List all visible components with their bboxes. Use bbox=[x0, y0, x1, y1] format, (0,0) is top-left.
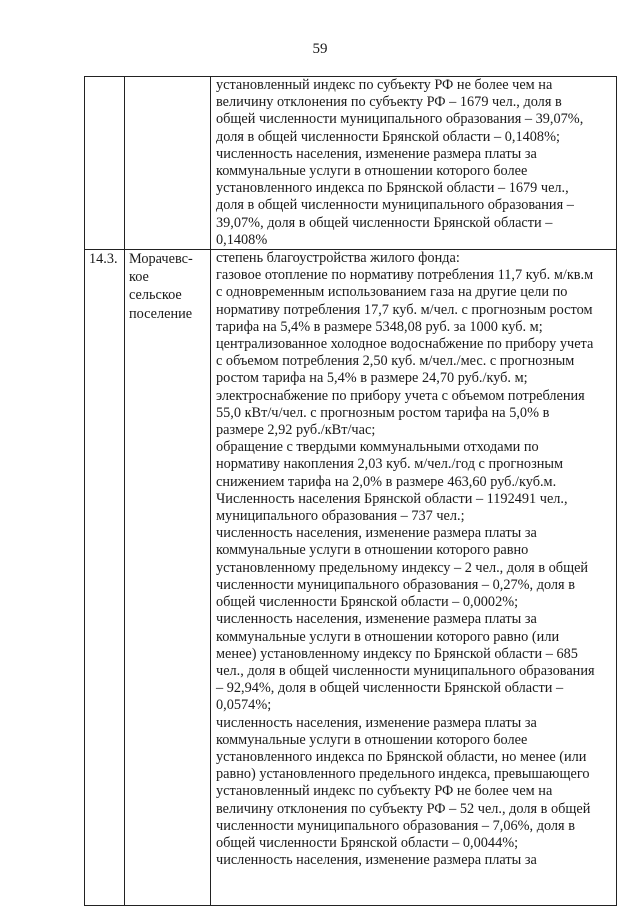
text-line: численности муниципального образования – 7,06%, доля в bbox=[216, 817, 575, 834]
text-line: установленному предельному индексу – 2 чел., доля в общей bbox=[216, 559, 589, 576]
text-line: коммунальные услуги в отношении которого равно (или bbox=[216, 628, 560, 645]
text-line: нормативу потребления 17,7 куб. м/чел. с прогнозным ростом bbox=[216, 301, 593, 318]
text-line: численность населения, изменение размера платы за bbox=[216, 525, 537, 542]
text-line: величину отклонения по субъекту РФ – 52 чел., доля в общей bbox=[216, 800, 591, 817]
text-line: установленный индекс по субъекту РФ не более чем на bbox=[216, 77, 553, 93]
description-cell bbox=[211, 77, 617, 250]
row-number-cell bbox=[85, 77, 125, 250]
text-line: равно) установленного предельного индекса, превышающего bbox=[216, 766, 590, 783]
settlement-name-line: поселение bbox=[129, 305, 193, 322]
text-line: коммунальные услуги в отношении которого более bbox=[216, 163, 528, 180]
row-number-cell bbox=[85, 250, 125, 906]
text-line: общей численности Брянской области – 0,0002%; bbox=[216, 594, 519, 611]
text-line: численность населения, изменение размера платы за bbox=[216, 714, 537, 731]
text-line: величину отклонения по субъекту РФ – 1679 чел., доля в bbox=[216, 94, 562, 111]
text-line: Численность населения Брянской области – 1192491 чел., bbox=[216, 490, 568, 507]
table-row bbox=[85, 250, 617, 906]
text-line: установленного индекса по Брянской области – 1679 чел., bbox=[216, 180, 569, 197]
text-line: доля в общей численности Брянской области – 0,1408%; bbox=[216, 128, 560, 145]
text-line: с объемом потребления 2,50 куб. м/чел./мес. с прогнозным bbox=[216, 353, 575, 370]
settlement-name-cell bbox=[125, 250, 211, 906]
text-line: установленный индекс по субъекту РФ не более чем на bbox=[216, 783, 553, 800]
text-line: степень благоустройства жилого фонда: bbox=[216, 250, 460, 267]
text-line: численность населения, изменение размера платы за bbox=[216, 145, 537, 162]
text-line: численности муниципального образования – 0,27%, доля в bbox=[216, 576, 575, 593]
text-line: обращение с твердыми коммунальными отходами по bbox=[216, 439, 539, 456]
text-line: менее) установленному индексу по Брянской области – 685 bbox=[216, 645, 578, 662]
settlement-name-cell bbox=[125, 77, 211, 250]
data-table bbox=[84, 76, 617, 906]
text-line: общей численности муниципального образования – 39,07%, bbox=[216, 111, 584, 128]
text-line: централизованное холодное водоснабжение по прибору учета bbox=[216, 336, 594, 353]
description-cell bbox=[211, 250, 617, 906]
text-line: ростом тарифа на 5,4% в размере 24,70 руб./куб. м; bbox=[216, 370, 528, 387]
text-line: доля в общей численности муниципального образования – bbox=[216, 197, 574, 214]
text-line: 0,0574%; bbox=[216, 697, 272, 714]
text-line: размере 2,92 руб./кВт/час; bbox=[216, 422, 376, 439]
text-line: газовое отопление по нормативу потребления 11,7 куб. м/кв.м bbox=[216, 267, 594, 284]
settlement-name-line: сельское bbox=[129, 287, 182, 304]
text-line: – 92,94%, доля в общей численности Брянской области – bbox=[216, 680, 564, 697]
text-line: тарифа на 5,4% в размере 5348,08 руб. за 1000 куб. м; bbox=[216, 318, 543, 335]
settlement-name-line: Морачевс- bbox=[129, 251, 193, 268]
text-line: электроснабжение по прибору учета с объемом потребления bbox=[216, 387, 585, 404]
text-line: численность населения, изменение размера платы за bbox=[216, 852, 537, 869]
page-number: 59 bbox=[312, 41, 328, 57]
text-line: с одновременным использованием газа на другие цели по bbox=[216, 284, 568, 301]
text-line: 39,07%, доля в общей численности Брянской области – bbox=[216, 214, 553, 231]
text-line: нормативу накопления 2,03 куб. м/чел./год с прогнозным bbox=[216, 456, 564, 473]
text-line: общей численности Брянской области – 0,0044%; bbox=[216, 834, 519, 851]
text-line: чел., доля в общей численности муниципального образования bbox=[216, 662, 595, 679]
text-line: численность населения, изменение размера платы за bbox=[216, 611, 537, 628]
text-line: 55,0 кВт/ч/чел. с прогнозным ростом тарифа на 5,0% в bbox=[216, 404, 550, 421]
row-number: 14.3. bbox=[89, 251, 118, 268]
settlement-name-line: кое bbox=[129, 269, 149, 286]
text-line: снижением тарифа на 2,0% в размере 463,60 руб./куб.м. bbox=[216, 473, 557, 490]
text-line: коммунальные услуги в отношении которого равно bbox=[216, 542, 529, 559]
text-line: 0,1408% bbox=[216, 231, 268, 248]
table-row bbox=[85, 77, 617, 250]
text-line: коммунальные услуги в отношении которого более bbox=[216, 731, 528, 748]
text-line: установленного индекса по Брянской области, но менее (или bbox=[216, 748, 587, 765]
text-line: муниципального образования – 737 чел.; bbox=[216, 508, 465, 525]
